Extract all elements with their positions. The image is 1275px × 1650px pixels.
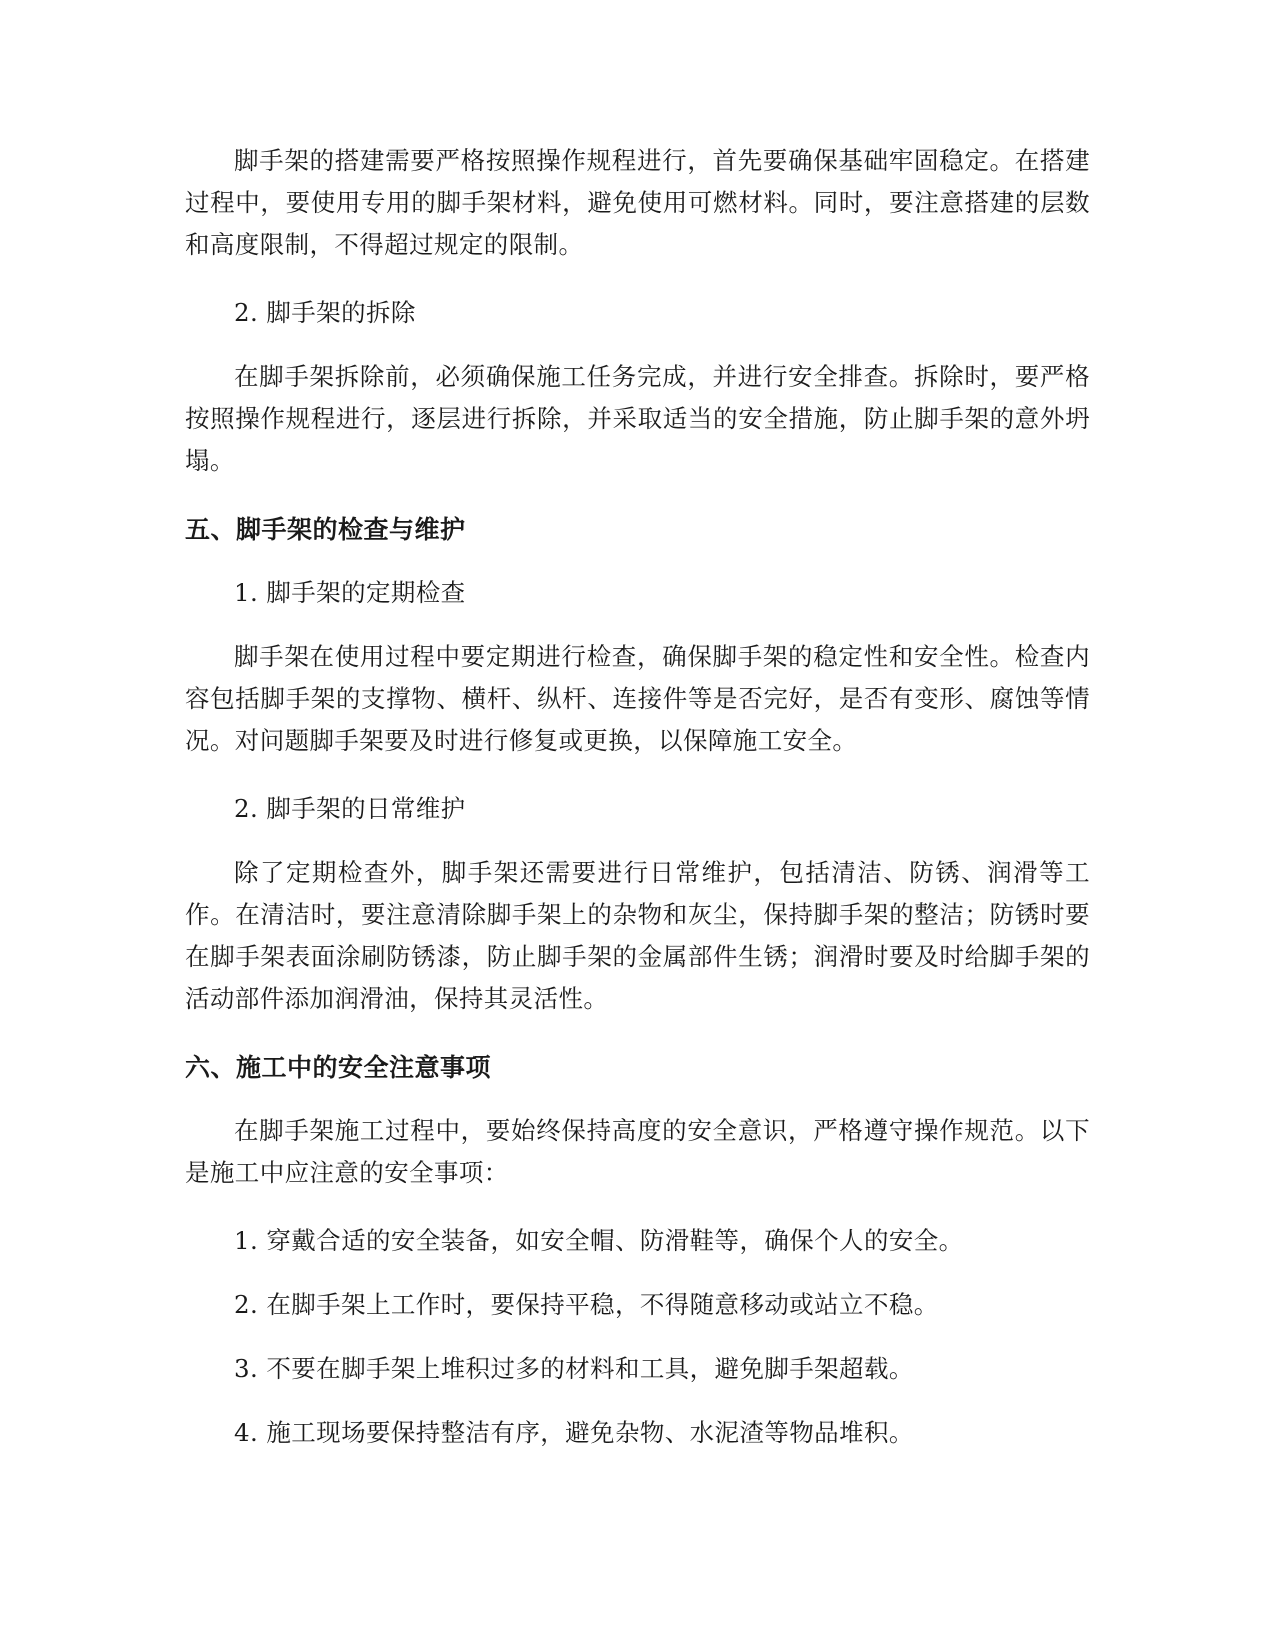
paragraph-scaffold-erection: 脚手架的搭建需要严格按照操作规程进行，首先要确保基础牢固稳定。在搭建过程中，要使用专用的脚手架材料，避免使用可燃材料。同时，要注意搭建的层数和高度限制，不得超过规定的限制。 xyxy=(185,146,1090,259)
subheading-periodic-inspection: 1. 脚手架的定期检查 xyxy=(234,578,466,607)
paragraph-scaffold-dismantling: 在脚手架拆除前，必须确保施工任务完成，并进行安全排查。拆除时，要严格按照操作规程进行，逐层进行拆除，并采取适当的安全措施，防止脚手架的意外坍塌。 xyxy=(185,362,1090,475)
paragraph-safety-intro: 在脚手架施工过程中，要始终保持高度的安全意识，严格遵守操作规范。以下是施工中应注意的安全事项： xyxy=(185,1116,1090,1187)
paragraph-daily-maintenance: 除了定期检查外，脚手架还需要进行日常维护，包括清洁、防锈、润滑等工作。在清洁时，要注意清除脚手架上的杂物和灰尘，保持脚手架的整洁；防锈时要在脚手架表面涂刷防锈漆，防止脚手架的金属部件生锈；润滑时要及时给脚手架的活动部件添加润滑油，保持其灵活性。 xyxy=(185,858,1090,1013)
section-heading-inspection-maintenance: 五、脚手架的检查与维护 xyxy=(185,515,466,544)
section-heading-safety-notes: 六、施工中的安全注意事项 xyxy=(185,1053,492,1082)
list-item-safety-2: 2. 在脚手架上工作时，要保持平稳，不得随意移动或站立不稳。 xyxy=(234,1290,939,1319)
list-item-safety-4: 4. 施工现场要保持整洁有序，避免杂物、水泥渣等物品堆积。 xyxy=(234,1418,914,1447)
document-page xyxy=(185,140,1090,1476)
subheading-daily-maintenance: 2. 脚手架的日常维护 xyxy=(234,794,466,823)
list-item-safety-1: 1. 穿戴合适的安全装备，如安全帽、防滑鞋等，确保个人的安全。 xyxy=(234,1226,964,1255)
paragraph-periodic-inspection: 脚手架在使用过程中要定期进行检查，确保脚手架的稳定性和安全性。检查内容包括脚手架的支撑物、横杆、纵杆、连接件等是否完好，是否有变形、腐蚀等情况。对问题脚手架要及时进行修复或更换，以保障施工安全。 xyxy=(185,642,1090,755)
subheading-scaffold-dismantling: 2. 脚手架的拆除 xyxy=(234,298,416,327)
list-item-safety-3: 3. 不要在脚手架上堆积过多的材料和工具，避免脚手架超载。 xyxy=(234,1354,914,1383)
